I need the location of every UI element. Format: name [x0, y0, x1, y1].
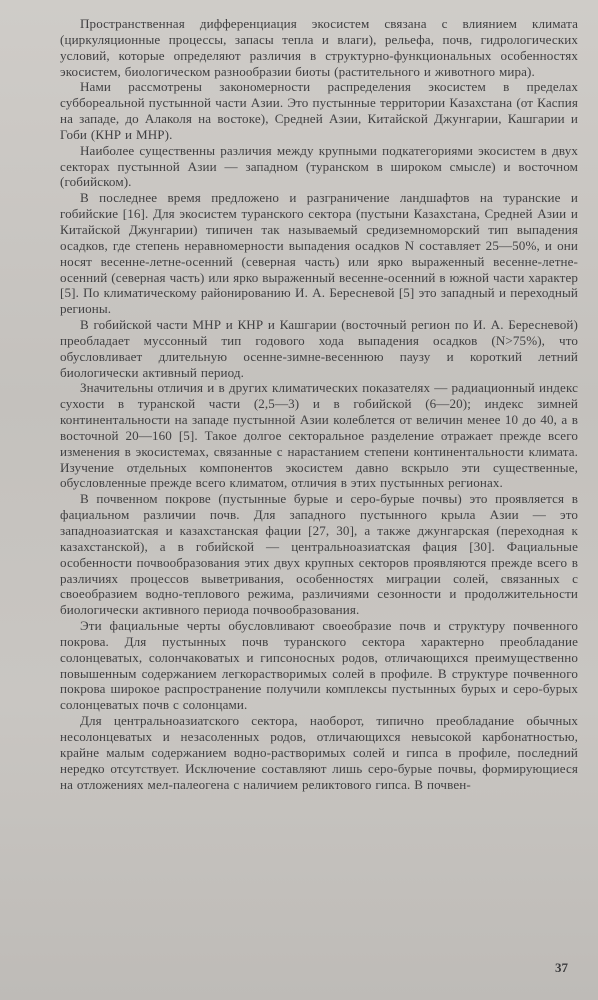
- paragraph-5: В гобийской части МНР и КНР и Кашгарии (восточный регион по И. А. Бересневой) преобладает муссонный тип годового хода выпадения осадков (N>75%), что обусловливает длительную осенне-зимне-весеннюю паузу и короткий летний биологически активный период.: [60, 317, 578, 380]
- paragraph-9: Для центральноазиатского сектора, наоборот, типично преобладание обычных несолонцеватых и незасоленных родов, отличающихся невысокой карбонатностью, крайне малым содержанием водно-растворимых солей и гипса в профиле, последний нередко отсутствует. Исключение составляют лишь серо-бурые почвы, формирующиеся на отложениях мел-палеогена с наличием реликтового гипса. В почвен-: [60, 713, 578, 792]
- paragraph-8: Эти фациальные черты обусловливают своеобразие почв и структуру почвенного покрова. Для пустынных почв туранского сектора характерно преобладание солонцеватых, солончаковатых и гипсоносных родов, отличающихся преимущественно повышенным содержанием легкорастворимых солей в профиле. В структуре почвенного покрова широкое распространение получили комплексы пустынных бурых и серо-бурых солонцеватых почв с солонцами.: [60, 618, 578, 713]
- page-number: 37: [555, 960, 568, 975]
- paragraph-6: Значительны отличия и в других климатических показателях — радиационный индекс сухости в туранской части (2,5—3) и в гобийской (6—20); индекс зимней континентальности на западе пустынной Азии колеблется от величин менее 10 до 40, а в восточной 20—160 [5]. Такое долгое секторальное разделение отражает прежде всего изменения в экосистемах, связанные с нарастанием степени континентальности климата. Изучение отдельных компонентов экосистем давно вскрыло эти существенные, обусловленные прежде всего климатом, отличия в этих пустынных регионах.: [60, 380, 578, 491]
- paragraph-4: В последнее время предложено и разграничение ландшафтов на туранские и гобийские [16]. Для экосистем туранского сектора (пустыни Казахстана, Средней Азии и Китайской Джунгарии) типичен так называемый средиземноморский тип выпадения осадков, где степень неравномерности выпадения осадков N составляет 25—50%, и они носят весенне-летне-осенний (северная часть) или ярко выраженный весенне-летне-осенний (северная часть) или ярко выраженный весенне-осенний в южной части характер [5]. По климатическому районированию И. А. Бересневой [5] это западный и переходный регионы.: [60, 190, 578, 317]
- paragraph-3: Наиболее существенны различия между крупными подкатегориями экосистем в двух секторах пустынной Азии — западном (туранском в широком смысле) и восточном (гобийском).: [60, 142, 578, 190]
- paragraph-1: Пространственная дифференциация экосистем связана с влиянием климата (циркуляционные процессы, запасы тепла и влаги), рельефа, почв, гидрологических условий, которые определяют различия в структурно-функциональных особенностях экосистем, биологическом разнообразии биоты (растительного и животного мира).: [60, 16, 578, 79]
- paragraph-2: Нами рассмотрены закономерности распределения экосистем в пределах суббореальной пустынной части Азии. Это пустынные территории Казахстана (от Каспия на западе, до Алаколя на востоке), Средней Азии, Китайской Джунгарии, Кашгарии и Гоби (КНР и МНР).: [60, 79, 578, 142]
- paragraph-7: В почвенном покрове (пустынные бурые и серо-бурые почвы) это проявляется в фациальном различии почв. Для западного пустынного крыла Азии — это западноазиатская и казахстанская фации [27, 30], а также джунгарская (переходная к казахстанской), а в гобийской — центральноазиатская фация [30]. Фациальные особенности почвообразования этих двух крупных секторов проявляются прежде всего в различиях процессов выветривания, особенностях миграции солей, связанных с своеобразием водно-теплового режима, различиями сезонности и продолжительности биологически активного периода почвообразования.: [60, 491, 578, 618]
